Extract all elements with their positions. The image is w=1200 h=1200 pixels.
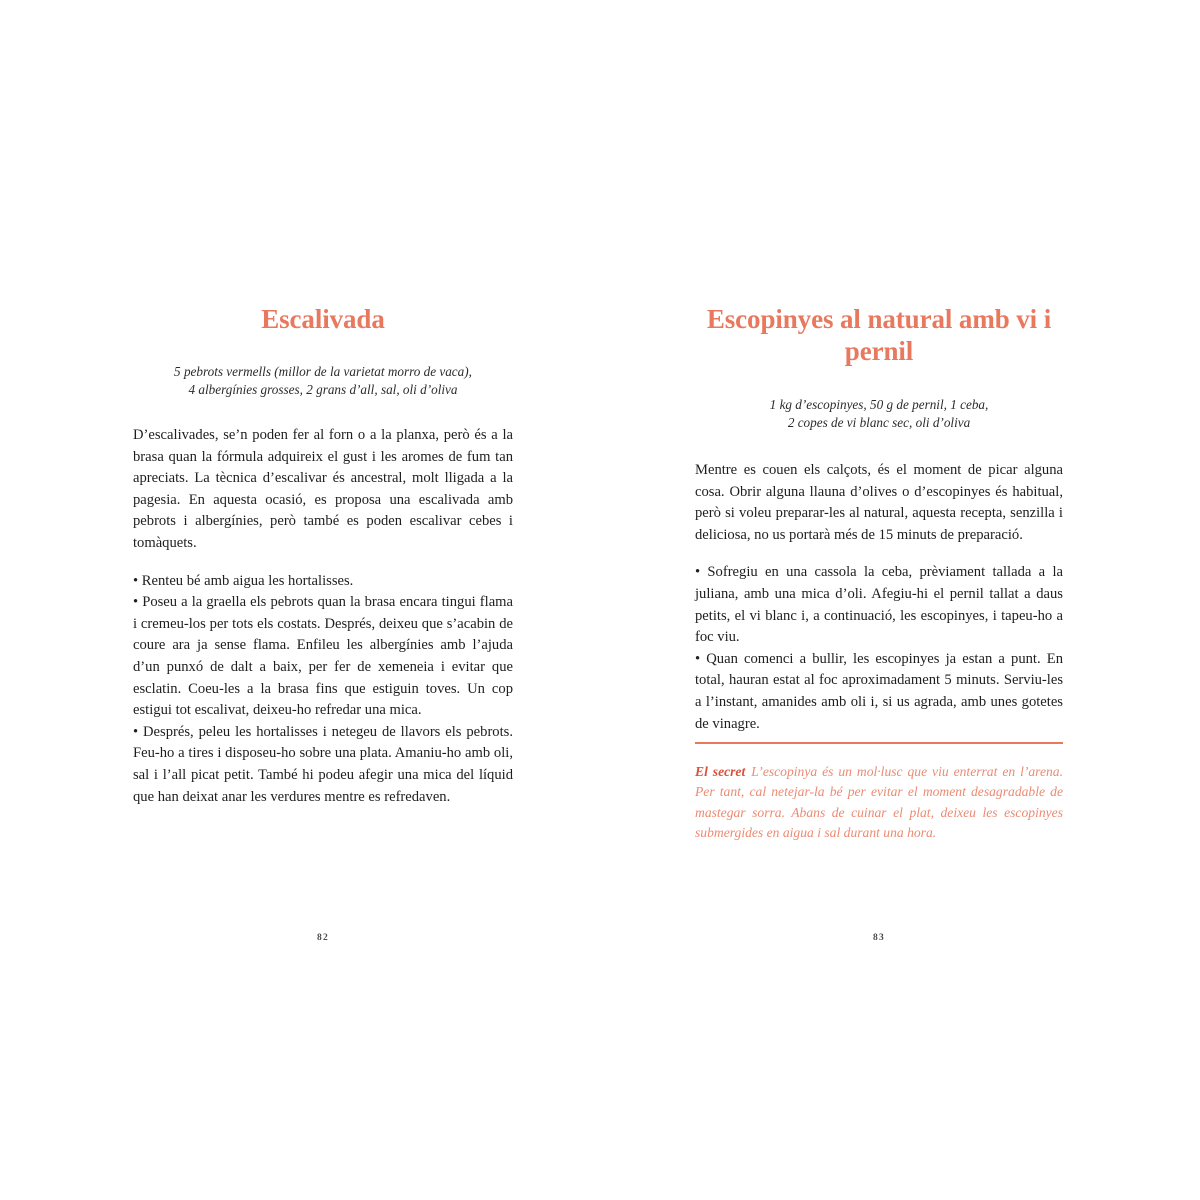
page-number: 83 bbox=[873, 933, 885, 943]
step-item: • Quan comenci a bullir, les escopinyes ja estan a punt. En total, hauran estat al foc aproximadament 5 minuts. Serviu-les a l’instant, amanides amb oli i, si us agrada, amb unes gotetes de vinagre. bbox=[695, 650, 1063, 732]
ingredients-line: 5 pebrots vermells (millor de la varietat morro de vaca), bbox=[174, 364, 472, 379]
right-page bbox=[695, 0, 1063, 1200]
step-item: • Poseu a la graella els pebrots quan la brasa encara tingui flama i cremeu-los per tots els costats. Després, deixeu que s’acabin de coure ara ja sense flama. Enfileu les albergínies amb l’ajuda d’un punxó de dalt a baix, per fer de xemeneia i evitar que esclatin. Coeu-les a la brasa fins que estiguin toves. Un cop estigui tot escalivat, deixeu-ho refredar una mica. bbox=[133, 594, 513, 719]
secret-callout bbox=[695, 742, 1063, 844]
ingredients-list bbox=[133, 363, 513, 398]
ingredients-line: 1 kg d’escopinyes, 50 g de pernil, 1 ceba, bbox=[769, 397, 989, 412]
intro-paragraph: Mentre es couen els calçots, és el moment de picar alguna cosa. Obrir alguna llauna d’olives o d’escopinyes és habitual, però si voleu preparar-les al natural, aquesta recepta, senzilla i deliciosa, no us portarà més de 15 minuts de preparació. bbox=[695, 462, 1063, 543]
ingredients-line: 4 albergínies grosses, 2 grans d’all, sal, oli d’oliva bbox=[188, 381, 458, 397]
ingredients-list bbox=[695, 396, 1063, 431]
secret-paragraph bbox=[695, 762, 1063, 844]
page-number: 82 bbox=[317, 933, 329, 943]
callout-divider bbox=[695, 742, 1063, 744]
intro-paragraph: D’escalivades, se’n poden fer al forn o a la planxa, però és a la brasa quan la fórmula adquireix el gust i les aromes de fum tan apreciats. La tècnica d’escalivar és ancestral, molt lligada a la pagesia. En aquesta ocasió, es proposa una escalivada amb pebrots i albergínies, però també es poden escalivar cebes i tomàquets. bbox=[133, 427, 513, 551]
page-title: Escopinyes al natural amb vi i pernil bbox=[706, 304, 1052, 366]
step-item: • Sofregiu en una cassola la ceba, prèviament tallada a la juliana, amb una mica d’oli. Afegiu-hi el pernil tallat a daus petits, el vi blanc i, a continuació, les escopinyes, i tapeu-ho a foc viu. bbox=[695, 564, 1063, 646]
left-page bbox=[133, 0, 513, 1200]
recipe-body bbox=[133, 425, 513, 808]
page-title: Escalivada bbox=[261, 304, 385, 334]
step-item: • Després, peleu les hortalisses i netegeu de llavors els pebrots. Feu-ho a tires i disposeu-ho sobre una plata. Amaniu-ho amb oli, sal i l’all picat petit. També hi podeu afegir una mica del líquid que han deixat anar les verdures mentre es refredaven. bbox=[133, 723, 513, 805]
recipe-body bbox=[695, 460, 1063, 735]
step-item: • Renteu bé amb aigua les hortalisses. bbox=[133, 572, 354, 589]
secret-label: El secret bbox=[695, 763, 746, 779]
secret-body: L’escopinya és un mol·lusc que viu enterrat en l’arena. Per tant, cal netejar-la bé per evitar el moment desagradable de mastegar sorra. Abans de cuinar el plat, deixeu les escopinyes submergides en aigua i sal durant una hora. bbox=[695, 763, 1063, 841]
ingredients-line: 2 copes de vi blanc sec, oli d’oliva bbox=[787, 414, 971, 430]
